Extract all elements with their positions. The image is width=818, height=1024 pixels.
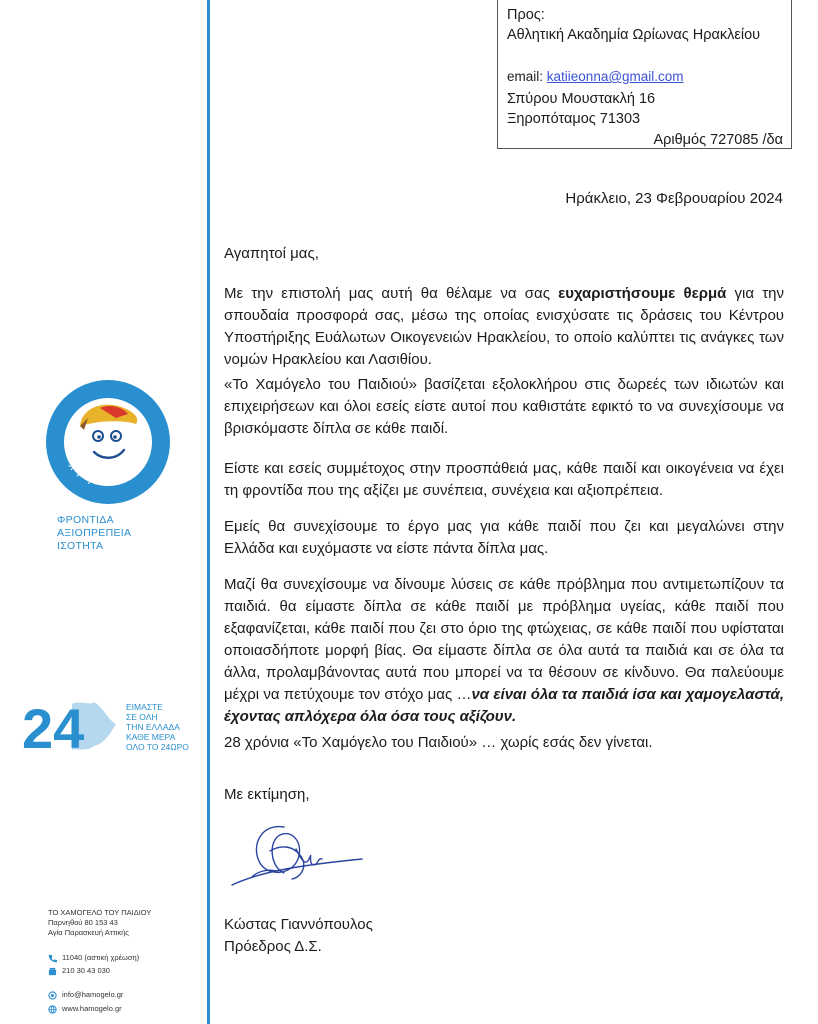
phone-row — [48, 966, 110, 976]
sidebar-tagline — [57, 514, 131, 553]
badge-24-number: 24 — [22, 697, 85, 758]
paragraph-5-emphasis: να είναι όλα τα παιδιά ίσα και χαμογελαστά, έχοντας απλόχερα όλα όσα τους αξίζουν. — [224, 686, 784, 725]
salutation: Αγαπητοί μας, — [224, 245, 319, 262]
signer-title: Πρόεδρος Δ.Σ. — [224, 938, 322, 955]
tagline-line-3: ΙΣΟΤΗΤΑ — [57, 540, 104, 552]
org-email[interactable]: info@hamogelo.gr — [62, 990, 124, 999]
paragraph-1-end: για την σπουδαία προσφορά σας, μέσω της οποίας ενισχύσατε τις δράσεις του Κέντρου Υποστήριξης Ευάλωτων Οικογενειών Ηρακλείου, το οποίο καλύπτει τις ανάγκες των νομών Ηρακλείου και Λασιθίου. — [224, 285, 784, 368]
phone-number: 210 30 43 030 — [62, 966, 110, 975]
paragraph-1-start: Με την επιστολή μας αυτή θα θέλαμε να σας — [224, 285, 559, 302]
letter-date: Ηράκλειο, 23 Φεβρουαρίου 2024 — [565, 190, 783, 207]
tagline-line-2: ΑΞΙΟΠΡΕΠΕΙΑ — [57, 527, 132, 539]
recipient-box — [497, 0, 792, 149]
tagline-line-1: ΦΡΟΝΤΙΔΑ — [57, 514, 114, 526]
recipient-street: Σπύρου Μουστακλή 16 — [507, 91, 656, 107]
signer-name: Κώστας Γιαννόπουλος — [224, 916, 373, 933]
badge-line-2: ΣΕ ΟΛΗ — [126, 712, 158, 722]
paragraph-4: Εμείς θα συνεχίσουμε το έργο μας για κάθε παιδί που ζει και μεγαλώνει στην Ελλάδα και ευχόμαστε να είστε πάντα δίπλα μας. — [224, 518, 784, 557]
address-street: Παρνηθού 80 153 43 — [48, 918, 118, 927]
reference-number: Αριθμός 727085 /δα — [653, 132, 783, 148]
globe-icon — [48, 1005, 57, 1014]
signer-block — [224, 914, 373, 958]
paragraph-1 — [224, 283, 784, 371]
badge-line-3: ΤΗΝ ΕΛΛΑΔΑ — [126, 722, 180, 732]
recipient-to-label: Προς: — [507, 7, 545, 23]
sidebar-divider — [207, 0, 210, 1024]
hamogelo-logo — [44, 378, 172, 506]
badge-line-1: ΕΙΜΑΣΤΕ — [126, 702, 163, 712]
closing: Με εκτίμηση, — [224, 786, 310, 803]
paragraph-2: «Το Χαμόγελο του Παιδιού» βασίζεται εξολοκλήρου στις δωρεές των ιδιωτών και επιχειρήσεων και όλοι εσείς είστε αυτοί που καθιστάτε εφικτό το να συνεχίσουμε να βρισκόμαστε δίπλα σε κάθε παιδί. — [224, 376, 784, 437]
paragraph-6: 28 χρόνια «Το Χαμόγελο του Παιδιού» … χωρίς εσάς δεν γίνεται. — [224, 734, 653, 751]
badge-24-hours — [20, 694, 122, 758]
paragraph-1-bold: ευχαριστήσουμε θερμά — [558, 285, 727, 302]
at-icon — [48, 991, 57, 1000]
badge-line-4: ΚΑΘΕ ΜΕΡΑ — [126, 732, 176, 742]
address-area: Αγία Παρασκευή Αττικής — [48, 928, 129, 937]
hotline-number: 11040 (αστική χρέωση) — [62, 953, 140, 962]
badge-24-text — [126, 702, 189, 752]
address-org-name: ΤΟ ΧΑΜΟΓΕΛΟ ΤΟΥ ΠΑΙΔΙΟΥ — [48, 908, 152, 917]
signature-image — [222, 815, 372, 895]
recipient-city: Ξηροπόταμος 71303 — [507, 111, 641, 127]
paragraph-5 — [224, 574, 784, 728]
office-phone-icon — [48, 967, 57, 976]
org-website[interactable]: www.hamogelo.gr — [62, 1004, 122, 1013]
recipient-email-line — [507, 67, 684, 87]
email-row — [48, 990, 123, 1000]
sidebar-address — [48, 908, 151, 938]
recipient-email-link[interactable]: katiieonna@gmail.com — [546, 69, 684, 84]
phone-icon — [48, 954, 57, 963]
badge-line-5: ΟΛΟ ΤΟ 24ΩΡΟ — [126, 742, 189, 752]
web-row — [48, 1004, 122, 1014]
paragraph-3: Είστε και εσείς συμμέτοχος στην προσπάθειά μας, κάθε παιδί και οικογένεια να έχει τη φροντίδα που της αξίζει με συνέπεια, συνέχεια και αξιοπρέπεια. — [224, 460, 784, 499]
recipient-email-label: email: — [507, 69, 544, 84]
paragraph-5-text: Μαζί θα συνεχίσουμε να δίνουμε λύσεις σε κάθε πρόβλημα που αντιμετωπίζουν τα παιδιά. θα είμαστε δίπλα σε κάθε παιδί με πρόβλημα υγείας, κάθε παιδί που εξαφανίζεται, κάθε παιδί που ζει στο όριο της φτώχειας, σε κάθε παιδί που υφίσταται οποιασδήποτε μορφή βίας. Θα είμαστε δίπλα σε όλα αυτά τα παιδιά και σε όλα τα άλλα, προλαμβάνοντας αυτά που μπορεί να τα θέσουν σε κίνδυνο. Θα παλεύουμε μέχρι να πετύχουμε τον στόχο μας … — [224, 576, 784, 703]
logo-text: Το χαμόγελο του παιδιού — [61, 448, 155, 490]
recipient-organization: Αθλητική Ακαδημία Ωρίωνας Ηρακλείου — [507, 27, 761, 43]
hotline-row — [48, 953, 139, 963]
